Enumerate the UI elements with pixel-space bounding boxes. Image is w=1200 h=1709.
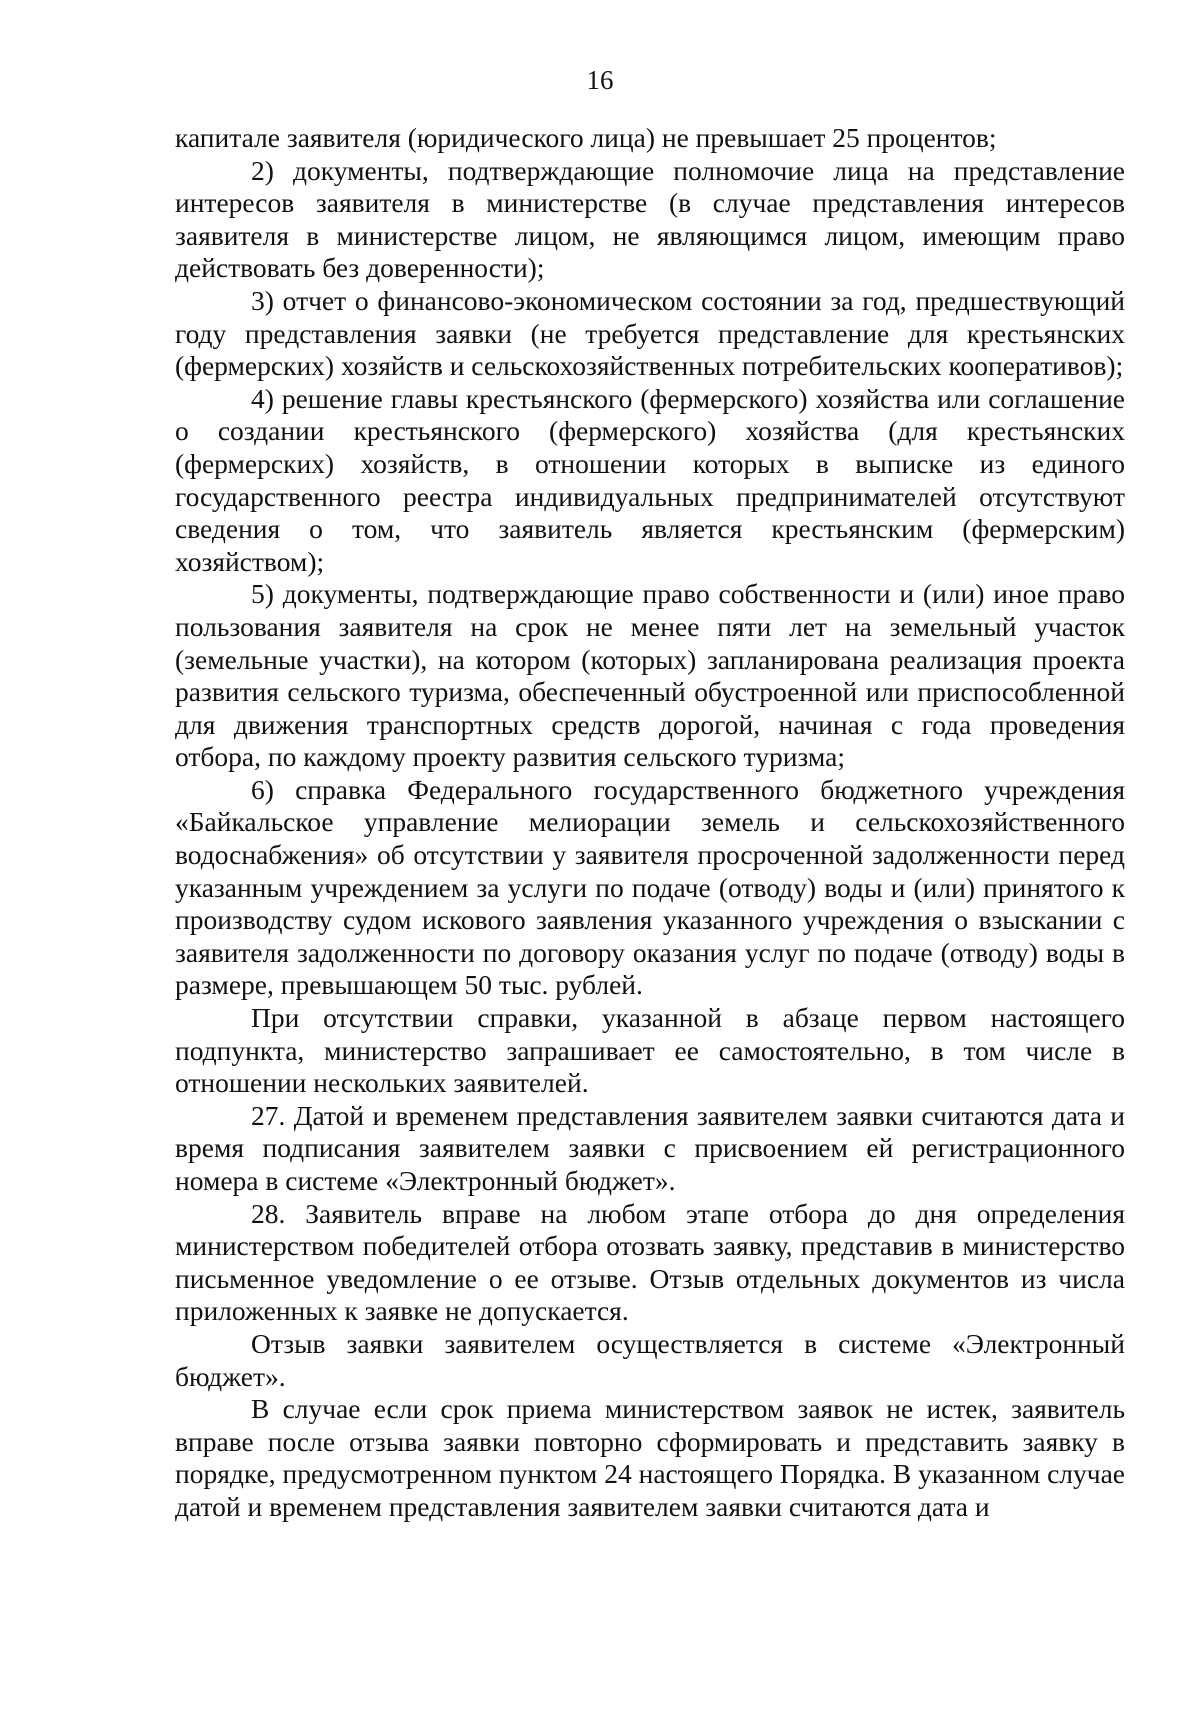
paragraph-1: капитале заявителя (юридического лица) не превышает 25 процентов; — [175, 122, 997, 153]
page-number: 16 — [586, 65, 614, 95]
paragraph-7: При отсутствии справки, указанной в абзаце первом настоящего подпункта, министерство запрашивает ее самостоятельно, в том числе в отношении нескольких заявителей. — [175, 1002, 1125, 1099]
paragraph-3: 3) отчет о финансово-экономическом состоянии за год, предшествующий году представления заявки (не требуется представление для крестьянских (фермерских) хозяйств и сельскохозяйственных потребительских кооперативов); — [175, 284, 1125, 382]
paragraph-4: 4) решение главы крестьянского (фермерского) хозяйства или соглашение о создании крестьянского (фермерского) хозяйства (для крестьянских (фермерских) хозяйств, в отношении которых в выписке из единого государственного реестра индивидуальных предпринимателей отсутствуют сведения о том, что заявитель является крестьянским (фермерским) хозяйством); — [175, 382, 1125, 577]
paragraph-6: 6) справка Федерального государственного бюджетного учреждения «Байкальское управление мелиорации земель и сельскохозяйственного водоснабжения» об отсутствии у заявителя просроченной задолженности перед указанным учреждением за услуги по подаче (отводу) воды и (или) принятого к производству судом искового заявления указанного учреждения о взыскании с заявителя задолженности по договору оказания услуг по подаче (отводу) воды в размере, превышающем 50 тыс. рублей. — [175, 773, 1125, 1001]
paragraph-9: 28. Заявитель вправе на любом этапе отбора до дня определения министерством победителей отбора отозвать заявку, представив в министерство письменное уведомление о ее отзыве. Отзыв отдельных документов из числа приложенных к заявке не допускается. — [175, 1197, 1125, 1327]
paragraph-11: В случае если срок приема министерством заявок не истек, заявитель вправе после отзыва заявки повторно сформировать и представить заявку в порядке, предусмотренном пунктом 24 настоящего Порядка. В указанном случае датой и временем представления заявителем заявки считаются дата и — [175, 1393, 1125, 1522]
paragraph-2: 2) документы, подтверждающие полномочие лица на представление интересов заявителя в министерстве (в случае представления интересов заявителя в министерстве лицом, не являющимся лицом, имеющим право действовать без доверенности); — [175, 154, 1125, 284]
paragraph-5: 5) документы, подтверждающие право собственности и (или) иное право пользования заявителя на срок не менее пяти лет на земельный участок (земельные участки), на котором (которых) запланирована реализация проекта развития сельского туризма, обеспеченный обустроенной или приспособленной для движения транспортных средств дорогой, начиная с года проведения отбора, по каждому проекту развития сельского туризма; — [175, 578, 1125, 773]
document-body — [175, 122, 1125, 1524]
paragraph-10: Отзыв заявки заявителем осуществляется в системе «Электронный бюджет». — [175, 1327, 1125, 1392]
paragraph-8: 27. Датой и временем представления заявителем заявки считаются дата и время подписания заявителем заявки с присвоением ей регистрационного номера в системе «Электронный бюджет». — [175, 1099, 1125, 1196]
